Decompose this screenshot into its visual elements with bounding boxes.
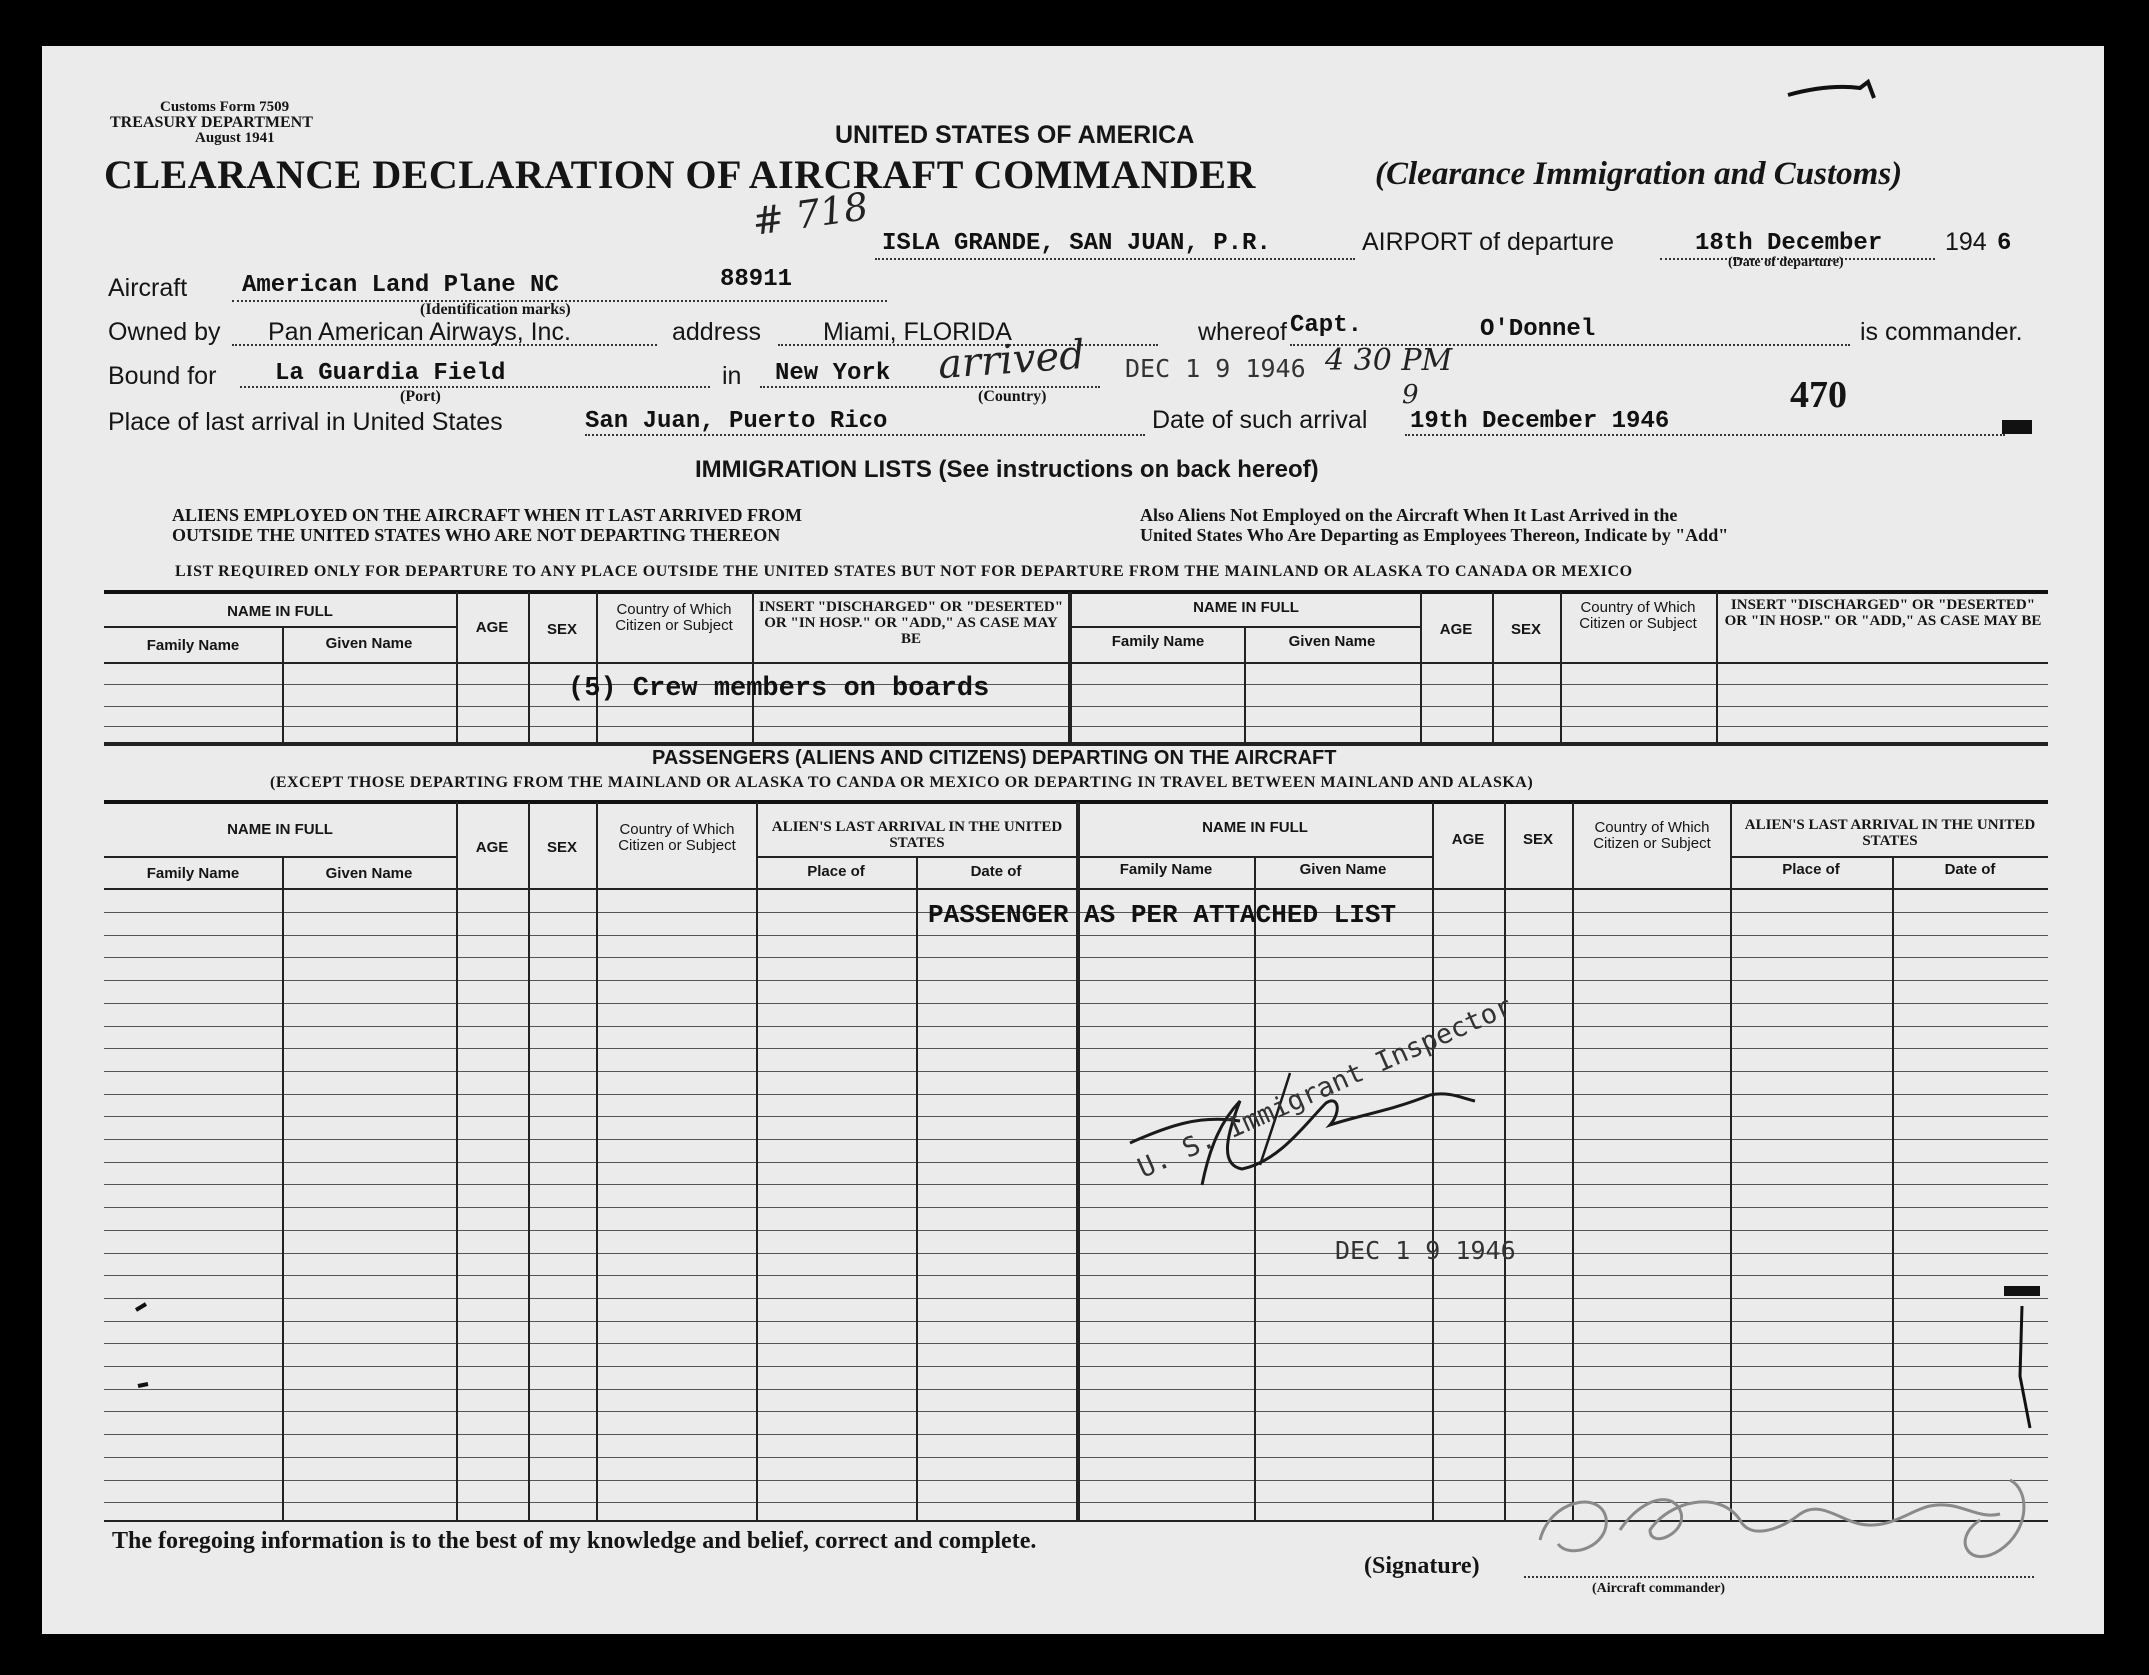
crew-header-rule	[104, 662, 2048, 664]
passenger-alien-arrival-header-right: ALIEN'S LAST ARRIVAL IN THE UNITED STATES	[1744, 817, 2036, 849]
crew-given-name-header-right: Given Name	[1288, 633, 1376, 650]
bound-country-line	[760, 386, 1100, 388]
margin-mark	[2004, 1286, 2040, 1296]
crew-country-header: Country of Which Citizen or Subject	[615, 601, 733, 634]
last-arrival-value: San Juan, Puerto Rico	[585, 408, 888, 435]
bound-port-caption: (Port)	[400, 388, 441, 405]
whereof-label: whereof	[1198, 318, 1287, 346]
departure-airport-line	[875, 258, 1355, 260]
passenger-date-of-header-right: Date of	[1944, 861, 1996, 878]
aircraft-value: American Land Plane NC	[242, 272, 559, 299]
departure-airport-value: ISLA GRANDE, SAN JUAN, P.R.	[882, 230, 1271, 257]
passenger-sex-header-right: SEX	[1522, 831, 1553, 848]
is-commander-label: is commander.	[1860, 318, 2023, 346]
passenger-col-divider	[456, 802, 458, 1520]
aircraft-label: Aircraft	[108, 274, 188, 302]
crew-name-header: NAME IN FULL	[227, 603, 333, 620]
bound-country-value: New York	[775, 360, 891, 387]
passengers-heading: PASSENGERS (ALIENS AND CITIZENS) DEPARTING ON THE AIRCRAFT	[652, 747, 1337, 769]
footer-statement: The foregoing information is to the best of my knowledge and belief, correct and complete.	[112, 1528, 1037, 1554]
passenger-name-header: NAME IN FULL	[227, 821, 333, 838]
crew-name-header-right: NAME IN FULL	[1193, 599, 1299, 616]
inspector-stamp-date: DEC 1 9 1946	[1335, 1236, 1516, 1265]
crew-insert-header: INSERT "DISCHARGED" OR "DESERTED" OR "IN HOSP." OR "ADD," AS CASE MAY BE	[758, 599, 1064, 647]
right-note-line-1: Also Aliens Not Employed on the Aircraft When It Last Arrived in the	[1140, 505, 1678, 525]
passenger-sex-header: SEX	[546, 839, 577, 856]
arrived-handwritten: arrived	[936, 331, 1087, 389]
last-arrival-label: Place of last arrival in United States	[108, 408, 503, 436]
arrival-date-line	[1405, 434, 2005, 436]
passenger-family-name-header: Family Name	[146, 865, 240, 882]
crew-table-top-rule	[104, 590, 2048, 594]
bound-country-caption: (Country)	[978, 388, 1047, 405]
aircraft-caption: (Identification marks)	[420, 301, 571, 318]
passenger-alien-arrival-header: ALIEN'S LAST ARRIVAL IN THE UNITED STATES	[771, 819, 1063, 851]
passenger-col-divider	[282, 858, 284, 1520]
passenger-col-divider	[756, 802, 758, 1520]
passenger-arrival-subrule-right	[1732, 856, 2048, 858]
passenger-country-header-right: Country of Which Citizen or Subject	[1593, 819, 1711, 852]
inspector-stamp: U. S. Immigrant Inspector	[1133, 990, 1518, 1185]
owner-line	[232, 344, 657, 346]
crew-sex-header: SEX	[546, 621, 577, 638]
owner-value: Pan American Airways, Inc.	[268, 318, 571, 346]
departure-date-value: 18th December	[1695, 230, 1883, 257]
arrival-date-correction: 9	[1402, 380, 1419, 410]
crew-country-header-right: Country of Which Citizen or Subject	[1579, 599, 1697, 632]
departure-year-digit: 6	[1997, 230, 2012, 257]
bound-label: Bound for	[108, 362, 217, 390]
crew-insert-header-right: INSERT "DISCHARGED" OR "DESERTED" OR "IN HOSP." OR "ADD," AS CASE MAY BE	[1724, 597, 2042, 629]
signature-caption: (Aircraft commander)	[1592, 1581, 1726, 1596]
passenger-col-divider	[916, 858, 918, 1520]
arrival-date-label: Date of such arrival	[1152, 406, 1368, 434]
bound-port-line	[240, 386, 710, 388]
passenger-col-divider	[528, 802, 530, 1520]
crew-col-divider	[596, 592, 598, 742]
crew-row-line	[104, 684, 2048, 685]
left-note-line-2: OUTSIDE THE UNITED STATES WHO ARE NOT DEPARTING THEREON	[172, 525, 781, 545]
edge-mark	[2002, 420, 2032, 434]
passenger-entry: PASSENGER AS PER ATTACHED LIST	[928, 900, 1397, 930]
last-arrival-line	[585, 434, 1145, 436]
arrived-time: 4 30 PM	[1325, 343, 1453, 378]
crew-col-divider	[752, 592, 754, 742]
passenger-given-name-header-right: Given Name	[1299, 861, 1387, 878]
document-number: 470	[1790, 374, 1847, 416]
passenger-date-of-header: Date of	[970, 863, 1022, 880]
passenger-name-header-right: NAME IN FULL	[1202, 819, 1308, 836]
passenger-family-name-header-right: Family Name	[1119, 861, 1213, 878]
crew-entry: (5) Crew members on boards	[568, 674, 990, 704]
passenger-age-header: AGE	[475, 839, 509, 856]
address-value: Miami, FLORIDA	[823, 318, 1012, 346]
passenger-age-header-right: AGE	[1451, 831, 1485, 848]
crew-age-header: AGE	[475, 619, 509, 636]
crew-row-line	[104, 706, 2048, 707]
crew-family-name-header-right: Family Name	[1111, 633, 1205, 650]
crew-col-divider	[528, 592, 530, 742]
crew-col-divider	[456, 592, 458, 742]
passenger-name-subrule-left	[104, 856, 456, 858]
passenger-col-divider	[596, 802, 598, 1520]
crew-name-subrule-right	[1072, 626, 1420, 628]
left-note-line-1: ALIENS EMPLOYED ON THE AIRCRAFT WHEN IT LAST ARRIVED FROM	[172, 505, 802, 525]
departure-year-prefix: 194	[1945, 228, 1987, 256]
passengers-subheading: (EXCEPT THOSE DEPARTING FROM THE MAINLAND OR ALASKA TO CANDA OR MEXICO OR DEPARTING IN TRAVEL BETWEEN MAINLAND AND ALASKA)	[270, 774, 1534, 791]
crew-sex-header-right: SEX	[1510, 621, 1541, 638]
page-subtitle: (Clearance Immigration and Customs)	[1375, 156, 1903, 192]
right-note-line-2: United States Who Are Departing as Employees Thereon, Indicate by "Add"	[1140, 525, 1729, 545]
crew-col-divider	[1492, 592, 1494, 742]
crew-table-bottom-rule-2	[104, 744, 2048, 746]
crew-name-subrule-left	[104, 626, 456, 628]
passenger-col-divider	[1730, 802, 1732, 1520]
file-number-handwritten: # 718	[749, 184, 871, 244]
corner-pen-mark	[1788, 70, 1888, 110]
arrived-stamp-date: DEC 1 9 1946	[1125, 354, 1306, 383]
immigration-heading: IMMIGRATION LISTS (See instructions on back hereof)	[695, 456, 1319, 483]
passenger-col-divider	[1892, 858, 1894, 1520]
passenger-given-name-header: Given Name	[325, 865, 413, 882]
address-label: address	[672, 318, 761, 346]
arrival-date-value: 19th December 1946	[1410, 408, 1670, 435]
passenger-col-divider	[1504, 802, 1506, 1520]
left-margin-ticks	[134, 1296, 154, 1406]
commander-signature	[1530, 1460, 2050, 1590]
page-title: CLEARANCE DECLARATION OF AIRCRAFT COMMANDER	[104, 152, 1256, 197]
crew-col-divider	[1420, 592, 1422, 742]
passenger-place-of-header-right: Place of	[1782, 861, 1840, 878]
crew-col-divider	[1560, 592, 1562, 742]
bound-port-value: La Guardia Field	[275, 360, 506, 387]
owner-label: Owned by	[108, 318, 221, 346]
passenger-country-header: Country of Which Citizen or Subject	[618, 821, 736, 854]
departure-date-caption: (Date of departure)	[1728, 255, 1844, 270]
crew-family-name-header: Family Name	[146, 637, 240, 654]
country-heading: UNITED STATES OF AMERICA	[835, 121, 1195, 149]
passenger-col-divider	[1572, 802, 1574, 1520]
crew-given-name-header: Given Name	[325, 635, 413, 652]
form-number: Customs Form 7509	[160, 99, 290, 115]
aircraft-number: 88911	[720, 266, 793, 293]
bound-in-label: in	[722, 362, 742, 390]
passenger-place-of-header: Place of	[807, 863, 865, 880]
form-date: August 1941	[195, 130, 275, 146]
departure-airport-label: AIRPORT of departure	[1362, 228, 1614, 256]
crew-col-divider	[1716, 592, 1718, 742]
commander-title: Capt.	[1290, 312, 1363, 339]
crew-age-header-right: AGE	[1439, 621, 1473, 638]
margin-bracket-mark	[2014, 1296, 2034, 1436]
list-required-note: LIST REQUIRED ONLY FOR DEPARTURE TO ANY PLACE OUTSIDE THE UNITED STATES BUT NOT FOR DEPARTURE FROM THE MAINLAND OR ALASKA TO CANADA OR MEXICO	[175, 563, 1633, 580]
commander-name: O'Donnel	[1480, 316, 1596, 343]
signature-label: (Signature)	[1364, 1553, 1480, 1579]
department-name: TREASURY DEPARTMENT	[110, 114, 313, 131]
crew-row-line	[104, 726, 2048, 727]
